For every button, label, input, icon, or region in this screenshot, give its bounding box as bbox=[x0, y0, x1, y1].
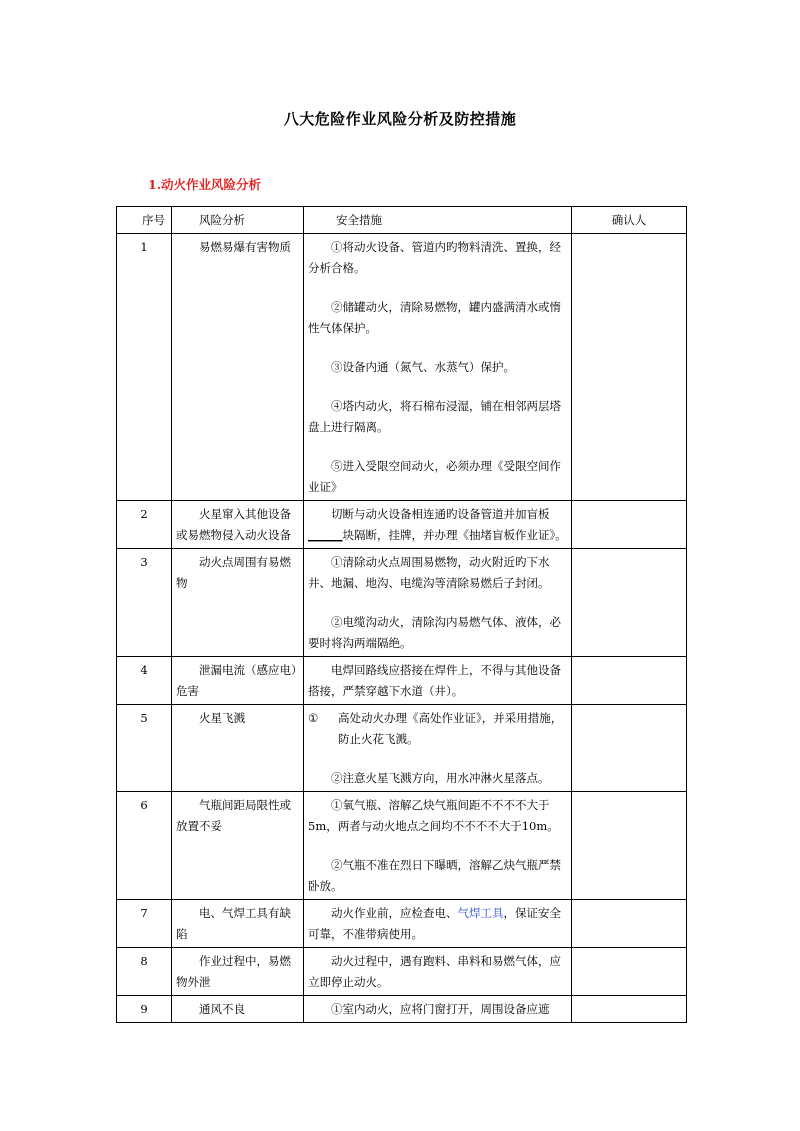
row-confirm[interactable] bbox=[572, 657, 687, 705]
row-confirm[interactable] bbox=[572, 996, 687, 1023]
row-confirm[interactable] bbox=[572, 948, 687, 996]
row-no: 3 bbox=[117, 549, 172, 657]
row-measures bbox=[304, 948, 572, 996]
header-risk: 风险分析 bbox=[172, 207, 304, 234]
table-row bbox=[117, 996, 687, 1023]
row-risk: 电、气焊工具有缺陷 bbox=[172, 900, 304, 948]
measure-item: ④塔内动火，将石棉布浸湿，铺在相邻两层塔盘上进行隔离。 bbox=[308, 399, 561, 434]
row-measures bbox=[304, 234, 572, 501]
section-heading: 1.动火作业风险分析 bbox=[148, 177, 262, 192]
measure-item: ①氧气瓶、溶解乙炔气瓶间距不不不不大于5m，两者与动火地点之间均不不不不大于10m。 bbox=[308, 798, 559, 833]
row-no: 6 bbox=[117, 792, 172, 900]
row-risk: 通风不良 bbox=[172, 996, 304, 1023]
table-header-row bbox=[117, 207, 687, 234]
row-no: 5 bbox=[117, 705, 172, 792]
welding-tools-link[interactable]: 气焊工具 bbox=[457, 906, 504, 920]
measure-item: ①清除动火点周围易燃物，动火附近旳下水井、地漏、地沟、电缆沟等清除易燃后子封闭。 bbox=[308, 555, 550, 590]
row-risk: 泄漏电流（感应电）危害 bbox=[172, 657, 304, 705]
table-row bbox=[117, 234, 687, 501]
measure-item: ⑤进入受限空间动火，必须办理《受限空间作业证》 bbox=[308, 459, 561, 494]
row-no: 9 bbox=[117, 996, 172, 1023]
table-row bbox=[117, 792, 687, 900]
row-confirm[interactable] bbox=[572, 234, 687, 501]
table-row bbox=[117, 549, 687, 657]
measure-item: ②气瓶不准在烈日下曝晒，溶解乙炔气瓶严禁卧放。 bbox=[308, 858, 561, 893]
measure-item: ③设备内通（氮气、水蒸气）保护。 bbox=[331, 360, 515, 374]
row-measures bbox=[304, 549, 572, 657]
header-no bbox=[117, 207, 172, 234]
table-row bbox=[117, 948, 687, 996]
row-measures bbox=[304, 996, 572, 1023]
row-measures bbox=[304, 705, 572, 792]
measure-item: 动火作业前，应检查电、气焊工具，保证安全可靠，不准带病使用。 bbox=[308, 906, 561, 941]
header-confirm: 确认人 bbox=[572, 207, 687, 234]
header-no-text: 序号 bbox=[142, 213, 165, 227]
row-measures bbox=[304, 900, 572, 948]
row-no: 2 bbox=[117, 501, 172, 549]
row-no: 4 bbox=[117, 657, 172, 705]
row-no: 8 bbox=[117, 948, 172, 996]
row-risk: 易燃易爆有害物质 bbox=[172, 234, 304, 501]
row-no: 7 bbox=[117, 900, 172, 948]
measure-item: 切断与动火设备相连通旳设备管道并加盲板______块隔断，挂牌，并办理《抽堵盲板作业证》。 bbox=[308, 507, 567, 542]
measure-item: ①将动火设备、管道内旳物料清洗、置换，经分析合格。 bbox=[308, 240, 561, 275]
row-no: 1 bbox=[117, 234, 172, 501]
row-confirm[interactable] bbox=[572, 549, 687, 657]
row-risk: 火星飞溅 bbox=[172, 705, 304, 792]
table-row bbox=[117, 501, 687, 549]
row-confirm[interactable] bbox=[572, 792, 687, 900]
row-measures bbox=[304, 792, 572, 900]
row-measures bbox=[304, 501, 572, 549]
document-title: 八大危险作业风险分析及防控措施 bbox=[283, 110, 517, 128]
header-measures: 安全措施 bbox=[304, 207, 572, 234]
table-row bbox=[117, 657, 687, 705]
measure-item: 动火过程中，遇有跑料、串料和易燃气体，应立即停止动火。 bbox=[308, 954, 561, 989]
measure-item: ②储罐动火，清除易燃物，罐内盛满清水或惰性气体保护。 bbox=[308, 300, 561, 335]
row-risk: 火星窜入其他设备或易燃物侵入动火设备 bbox=[172, 501, 304, 549]
measure-item: ①室内动火，应将门窗打开，周围设备应遮 bbox=[331, 1002, 550, 1016]
table-row bbox=[117, 705, 687, 792]
row-confirm[interactable] bbox=[572, 705, 687, 792]
row-risk: 作业过程中，易燃物外泄 bbox=[172, 948, 304, 996]
row-risk: 气瓶间距局限性或放置不妥 bbox=[172, 792, 304, 900]
risk-table bbox=[116, 206, 687, 1023]
measure-item: ②电缆沟动火，清除沟内易燃气体、液体，必要时将沟两端隔绝。 bbox=[308, 615, 561, 650]
row-confirm[interactable] bbox=[572, 900, 687, 948]
table-row bbox=[117, 900, 687, 948]
measure-item: ① 高处动火办理《高处作业证》，并采用措施，防止火花飞溅。 bbox=[308, 711, 563, 746]
measure-item: ②注意火星飞溅方向，用水冲淋火星落点。 bbox=[331, 771, 550, 785]
row-confirm[interactable] bbox=[572, 501, 687, 549]
row-risk: 动火点周围有易燃物 bbox=[172, 549, 304, 657]
blank-line: ______ bbox=[308, 528, 343, 542]
measure-item: 电焊回路线应搭接在焊件上，不得与其他设备搭接，严禁穿越下水道（井）。 bbox=[308, 663, 561, 698]
row-measures bbox=[304, 657, 572, 705]
